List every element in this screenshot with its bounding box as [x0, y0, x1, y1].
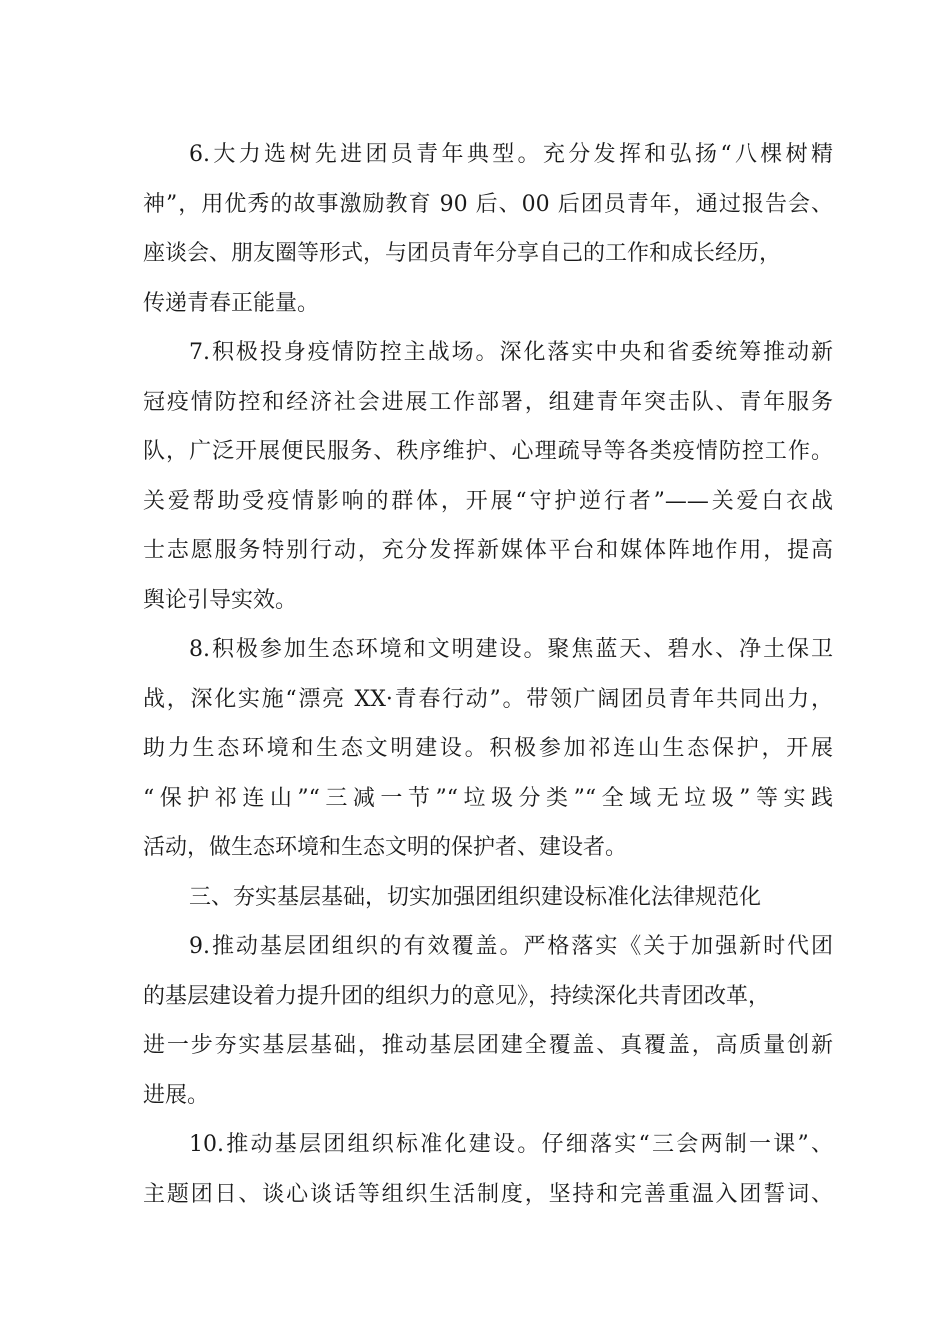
text-line: 8.积极参加生态环境和文明建设。聚焦蓝天、碧水、净土保卫 — [189, 637, 833, 662]
text-line: 进展。 — [143, 1082, 210, 1108]
paragraph-8 — [143, 625, 833, 873]
text-line: 传递青春正能量。 — [143, 290, 320, 316]
text-line: 进一步夯实基层基础，推动基层团建全覆盖、真覆盖，高质量创新 — [143, 1033, 833, 1058]
text-line: 座谈会、朋友圈等形式，与团员青年分享自己的工作和成长经历， — [143, 241, 782, 266]
text-line: 7.积极投身疫情防控主战场。深化落实中央和省委统筹推动新 — [189, 340, 833, 365]
text-line: 活动，做生态环境和生态文明的保护者、建设者。 — [143, 835, 628, 860]
document-body — [143, 130, 833, 1219]
text-line: 关爱帮助受疫情影响的群体，开展“守护逆行者”——关爱白衣战 — [143, 488, 833, 514]
text-line: 10.推动基层团组织标准化建设。仔细落实“三会两制一课”、 — [189, 1132, 833, 1157]
text-line: 冠疫情防控和经济社会进展工作部署，组建青年突击队、青年服务 — [143, 389, 833, 415]
text-line: 的基层建设着力提升团的组织力的意见》，持续深化共青团改革， — [143, 983, 771, 1009]
text-line: 神”，用优秀的故事激励教育 90 后、00 后团员青年，通过报告会、 — [143, 191, 833, 217]
text-line: “保护祁连山”“三减一节”“垃圾分类”“全域无垃圾”等实践 — [143, 785, 833, 811]
paragraph-6 — [143, 130, 833, 328]
text-line: 战，深化实施“漂亮 XX·青春行动”。带领广阔团员青年共同出力， — [143, 686, 833, 712]
text-line: 助力生态环境和生态文明建设。积极参加祁连山生态保护，开展 — [143, 736, 833, 761]
text-line: 9.推动基层团组织的有效覆盖。严格落实《关于加强新时代团 — [189, 934, 833, 959]
text-line: 主题团日、谈心谈话等组织生活制度，坚持和完善重温入团誓词、 — [143, 1181, 833, 1207]
paragraph-7 — [143, 328, 833, 625]
text-line: 队，广泛开展便民服务、秩序维护、心理疏导等各类疫情防控工作。 — [143, 439, 833, 464]
section-heading-3 — [143, 873, 833, 923]
section-heading: 三、夯实基层基础，切实加强团组织建设标准化法律规范化 — [189, 884, 762, 910]
paragraph-9 — [143, 922, 833, 1120]
text-line: 6.大力选树先进团员青年典型。充分发挥和弘扬“八棵树精 — [189, 142, 833, 167]
text-line: 舆论引导实效。 — [143, 587, 298, 613]
text-line: 士志愿服务特别行动，充分发挥新媒体平台和媒体阵地作用，提高 — [143, 538, 833, 563]
paragraph-10 — [143, 1120, 833, 1219]
